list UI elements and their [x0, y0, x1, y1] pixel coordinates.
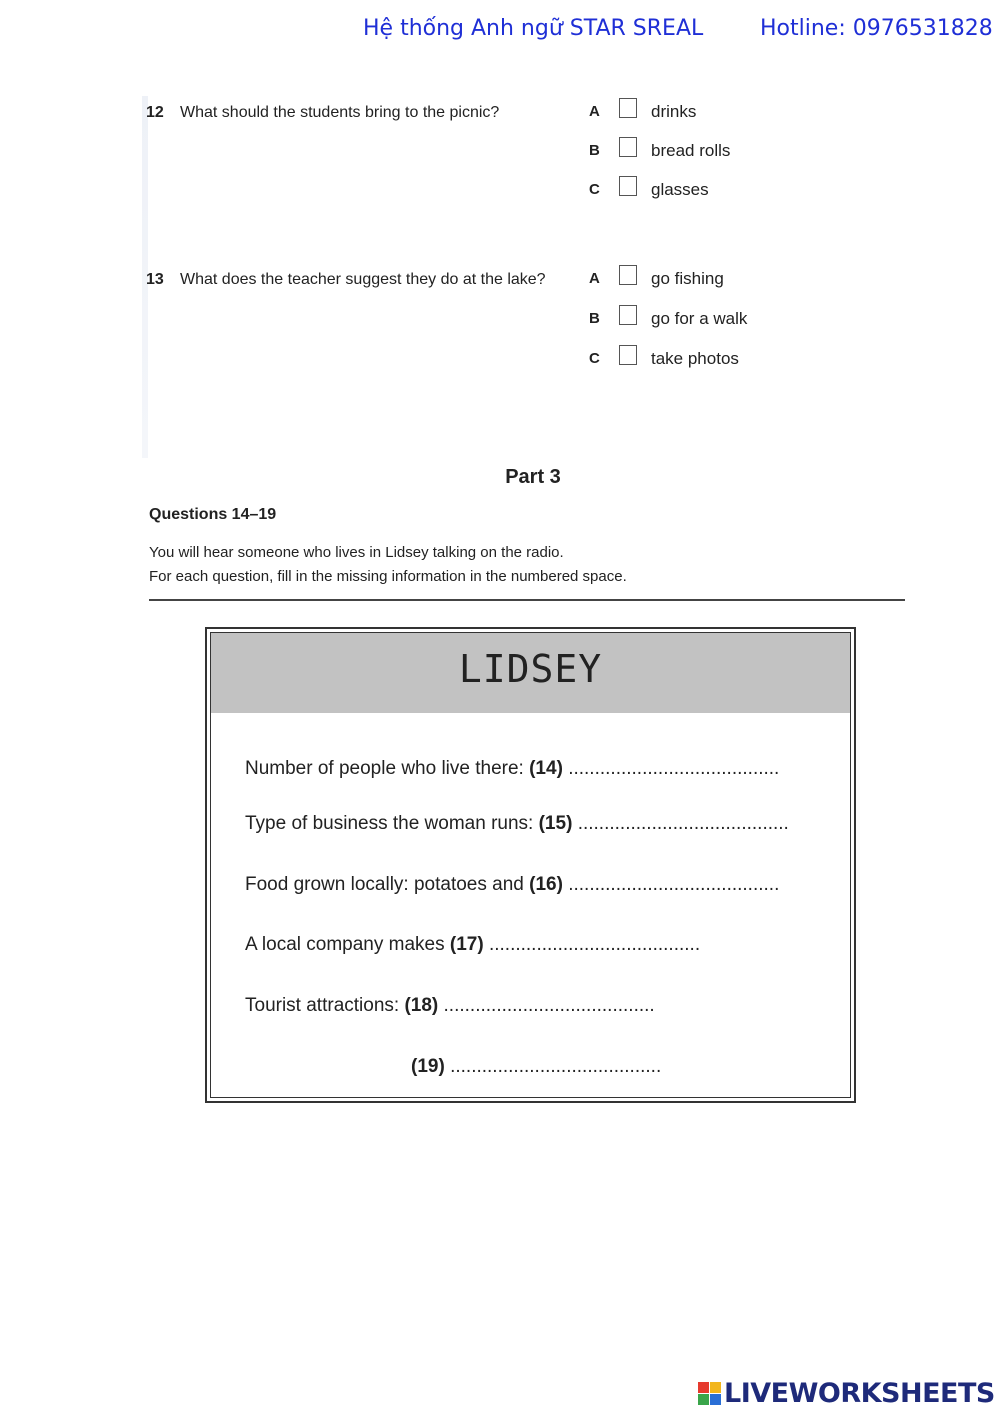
option-label: go fishing: [651, 269, 724, 288]
gap-number: (15): [538, 813, 573, 834]
answer-checkbox[interactable]: [619, 265, 637, 285]
option-letter: A: [589, 103, 600, 120]
gap-line-16: [245, 874, 779, 896]
logo-text: LIVEWORKSHEETS: [724, 1378, 995, 1409]
liveworksheets-logo-icon: [698, 1382, 722, 1406]
gap-line-14: [245, 758, 779, 780]
gap-number: (18): [404, 995, 439, 1016]
option-letter: B: [589, 142, 600, 159]
question-text: What should the students bring to the picnic?: [180, 104, 500, 121]
part-title: Part 3: [505, 466, 561, 488]
answer-blank-17[interactable]: ........................................: [488, 934, 701, 955]
gap-prefix: Type of business the woman runs:: [245, 813, 534, 834]
answer-checkbox[interactable]: [619, 176, 637, 196]
answer-blank-15[interactable]: ........................................: [577, 813, 789, 834]
question-text: What does the teacher suggest they do at the lake?: [180, 271, 546, 288]
answer-checkbox[interactable]: [619, 98, 637, 118]
gap-prefix: Tourist attractions:: [245, 995, 400, 1016]
answer-blank-14[interactable]: ........................................: [568, 758, 780, 779]
option-letter: C: [589, 350, 600, 367]
brand-text: Hệ thống Anh ngữ STAR SREAL: [363, 16, 704, 41]
option-label: glasses: [651, 180, 709, 199]
option-letter: C: [589, 181, 600, 198]
question-number: 12: [146, 104, 164, 121]
option-letter: A: [589, 270, 600, 287]
instruction-line-2: For each question, fill in the missing information in the numbered space.: [149, 568, 627, 585]
answer-checkbox[interactable]: [619, 345, 637, 365]
gap-number: (19): [411, 1056, 445, 1077]
lidsey-banner: [211, 633, 850, 713]
lidsey-notes-box: [205, 627, 856, 1103]
answer-checkbox[interactable]: [619, 137, 637, 157]
gap-number: (14): [529, 758, 563, 779]
gap-prefix: A local company makes: [245, 934, 445, 955]
hotline-text: Hotline: 0976531828: [760, 16, 993, 41]
question-number: 13: [146, 271, 164, 288]
option-label: drinks: [651, 102, 697, 121]
gap-prefix: Food grown locally: potatoes and: [245, 874, 524, 895]
lidsey-inner-frame: [210, 632, 851, 1098]
instruction-line-1: You will hear someone who lives in Lidsey talking on the radio.: [149, 544, 564, 561]
gap-line-17: [245, 934, 700, 956]
answer-blank-18[interactable]: ........................................: [443, 995, 655, 1016]
answer-checkbox[interactable]: [619, 305, 637, 325]
page-header: [0, 16, 1000, 46]
answer-blank-16[interactable]: ........................................: [568, 874, 780, 895]
option-label: bread rolls: [651, 141, 731, 160]
option-letter: B: [589, 310, 600, 327]
gap-prefix: Number of people who live there:: [245, 758, 524, 779]
option-label: take photos: [651, 349, 739, 368]
lidsey-title: LIDSEY: [458, 647, 603, 691]
answer-blank-19[interactable]: ........................................: [450, 1056, 662, 1077]
divider-rule: [149, 599, 905, 601]
gap-line-15: [245, 813, 789, 835]
option-label: go for a walk: [651, 309, 748, 328]
gap-line-18: [245, 995, 655, 1017]
gap-number: (17): [449, 934, 484, 955]
gap-line-19: [411, 1056, 661, 1078]
instructions: [149, 541, 627, 589]
questions-range: Questions 14–19: [149, 506, 277, 523]
gap-number: (16): [529, 874, 563, 895]
